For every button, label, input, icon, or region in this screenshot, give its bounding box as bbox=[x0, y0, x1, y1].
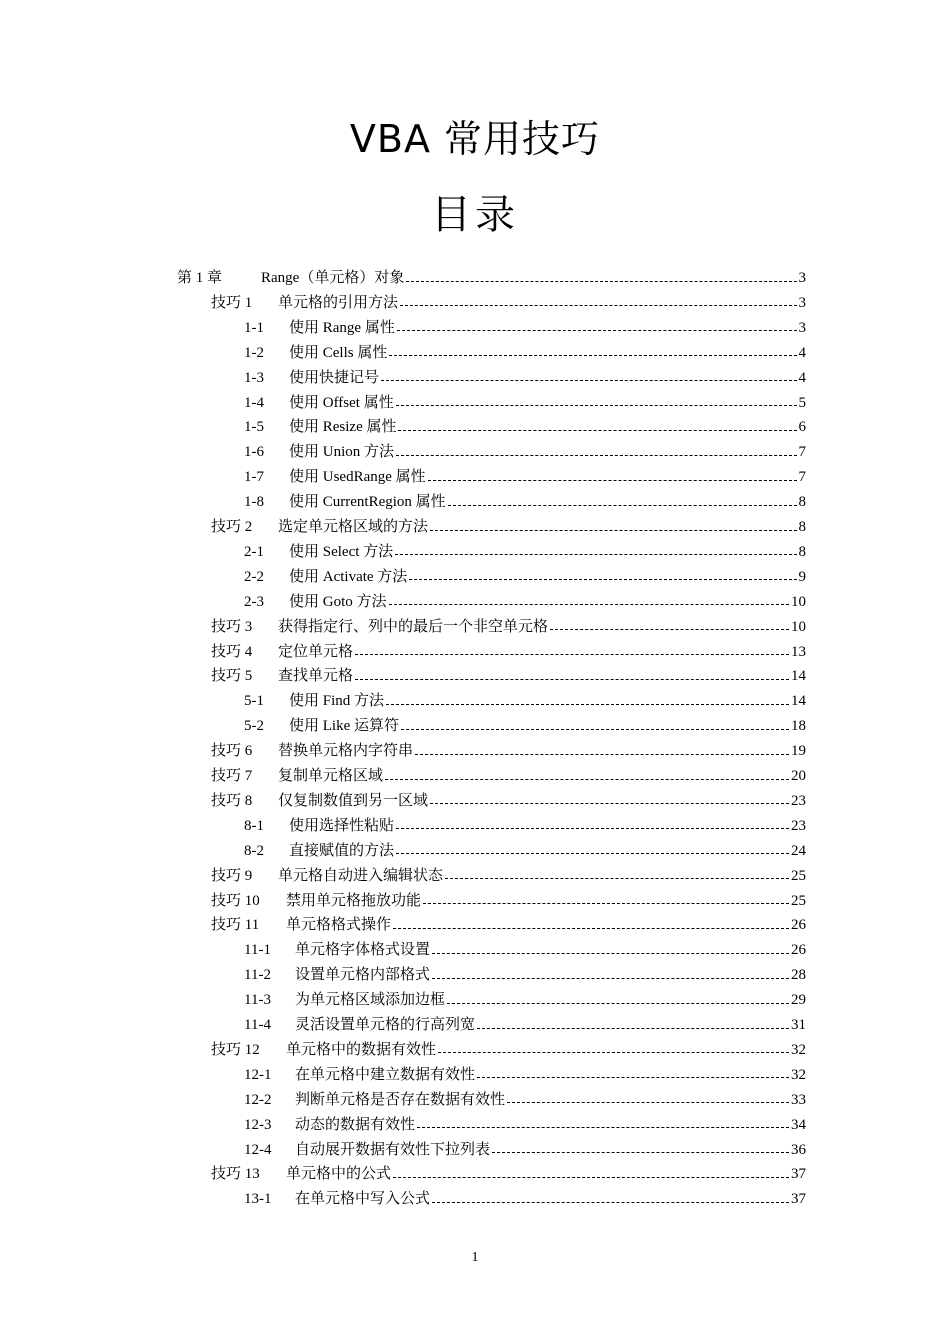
toc-dot-leader bbox=[507, 1101, 789, 1103]
toc-dot-leader bbox=[401, 728, 789, 730]
toc-entry[interactable] bbox=[244, 1013, 806, 1038]
toc-entry-page: 34 bbox=[791, 1116, 806, 1133]
toc-entry-number: 第 1 章 bbox=[177, 270, 223, 286]
toc-entry-page: 37 bbox=[791, 1166, 806, 1183]
toc-entry[interactable] bbox=[244, 490, 806, 515]
toc-entry-number: 11-4 bbox=[244, 1017, 271, 1033]
toc-entry-number: 12-3 bbox=[244, 1116, 272, 1133]
toc-entry-page: 14 bbox=[791, 693, 806, 710]
toc-entry-title: 使用 CurrentRegion 属性 bbox=[289, 494, 446, 511]
toc-entry[interactable] bbox=[211, 864, 806, 889]
toc-entry[interactable] bbox=[177, 266, 806, 291]
toc-entry-title: Range（单元格）对象 bbox=[261, 270, 405, 286]
toc-entry-page: 5 bbox=[798, 394, 806, 411]
toc-entry-page: 7 bbox=[798, 469, 806, 486]
toc-entry-page: 26 bbox=[791, 917, 806, 934]
toc-entry-title: 定位单元格 bbox=[278, 643, 354, 660]
toc-entry[interactable] bbox=[211, 664, 806, 689]
toc-entry-title: 使用 Resize 属性 bbox=[289, 419, 397, 436]
toc-entry-number: 12-2 bbox=[244, 1091, 272, 1108]
toc-entry-title: 单元格中的数据有效性 bbox=[286, 1041, 437, 1058]
toc-entry-page: 20 bbox=[791, 768, 806, 784]
toc-entry-page: 24 bbox=[791, 842, 806, 859]
toc-entry-page: 28 bbox=[791, 967, 806, 984]
toc-dot-leader bbox=[396, 852, 789, 854]
toc-entry-number: 1-8 bbox=[244, 494, 264, 511]
toc-entry-page: 3 bbox=[798, 294, 806, 311]
toc-entry[interactable] bbox=[211, 739, 806, 764]
toc-entry-number: 11-1 bbox=[244, 942, 271, 959]
toc-entry-page: 14 bbox=[791, 668, 806, 685]
toc-dot-leader bbox=[430, 802, 789, 804]
toc-entry-title: 设置单元格内部格式 bbox=[295, 967, 431, 984]
toc-entry[interactable] bbox=[244, 440, 806, 465]
toc-entry[interactable] bbox=[244, 341, 806, 366]
toc-entry-page: 23 bbox=[791, 817, 806, 834]
toc-entry-number: 2-1 bbox=[244, 543, 264, 560]
toc-dot-leader bbox=[355, 678, 789, 680]
toc-entry[interactable] bbox=[244, 1088, 806, 1113]
toc-entry[interactable] bbox=[211, 640, 806, 665]
toc-dot-leader bbox=[477, 1076, 789, 1078]
toc-entry-number: 12-1 bbox=[244, 1066, 272, 1083]
toc-entry[interactable] bbox=[211, 764, 806, 789]
toc-entry-page: 4 bbox=[798, 369, 806, 386]
toc-entry-title: 使用 Find 方法 bbox=[289, 693, 385, 710]
toc-entry[interactable] bbox=[244, 316, 806, 341]
toc-entry[interactable] bbox=[211, 291, 806, 316]
toc-entry-title: 自动展开数据有效性下拉列表 bbox=[295, 1141, 491, 1158]
toc-entry-page: 23 bbox=[791, 792, 806, 809]
toc-dot-leader bbox=[477, 1027, 789, 1029]
toc-entry-number: 技巧 13 bbox=[211, 1166, 260, 1183]
toc-entry[interactable] bbox=[244, 814, 806, 839]
toc-entry[interactable] bbox=[244, 1138, 806, 1163]
toc-entry-number: 技巧 2 bbox=[211, 519, 253, 535]
toc-entry-number: 8-2 bbox=[244, 842, 264, 859]
page-number: 1 bbox=[471, 1250, 479, 1265]
toc-entry[interactable] bbox=[244, 938, 806, 963]
toc-dot-leader bbox=[448, 504, 797, 506]
toc-entry[interactable] bbox=[244, 714, 806, 739]
toc-entry-number: 12-4 bbox=[244, 1141, 272, 1158]
toc-dot-leader bbox=[381, 379, 796, 381]
toc-dot-leader bbox=[428, 479, 797, 481]
toc-entry-title: 使用快捷记号 bbox=[289, 369, 380, 386]
toc-entry-title: 使用 UsedRange 属性 bbox=[289, 469, 426, 486]
toc-entry[interactable] bbox=[244, 1187, 806, 1212]
toc-dot-leader bbox=[398, 429, 796, 431]
toc-entry[interactable] bbox=[244, 415, 806, 440]
toc-entry[interactable] bbox=[211, 515, 806, 540]
toc-entry-page: 25 bbox=[791, 892, 806, 909]
toc-entry[interactable] bbox=[211, 789, 806, 814]
toc-dot-leader bbox=[432, 977, 789, 979]
toc-entry-number: 技巧 8 bbox=[211, 792, 253, 809]
toc-entry-page: 8 bbox=[798, 494, 806, 511]
toc-entry[interactable] bbox=[244, 963, 806, 988]
toc-entry-title: 使用 Goto 方法 bbox=[289, 593, 387, 610]
toc-entry-number: 11-3 bbox=[244, 992, 271, 1009]
toc-entry-title: 灵活设置单元格的行高列宽 bbox=[295, 1017, 476, 1033]
toc-dot-leader bbox=[423, 902, 789, 904]
toc-entry-page: 4 bbox=[798, 344, 806, 361]
toc-entry-title: 查找单元格 bbox=[278, 668, 354, 685]
toc-entry-page: 25 bbox=[791, 867, 806, 884]
toc-entry-number: 技巧 9 bbox=[211, 867, 253, 884]
toc-entry-title: 动态的数据有效性 bbox=[295, 1116, 416, 1133]
toc-entry-page: 3 bbox=[798, 270, 806, 286]
toc-entry-number: 技巧 7 bbox=[211, 768, 253, 784]
toc-dot-leader bbox=[550, 628, 789, 630]
toc-entry-number: 1-2 bbox=[244, 344, 264, 361]
toc-entry-number: 13-1 bbox=[244, 1191, 272, 1208]
toc-dot-leader bbox=[447, 1002, 789, 1004]
toc-entry-number: 技巧 12 bbox=[211, 1041, 260, 1058]
toc-entry-title: 使用选择性粘贴 bbox=[289, 817, 395, 834]
toc-entry[interactable] bbox=[211, 1038, 806, 1063]
toc-entry-title: 使用 Like 运算符 bbox=[289, 718, 399, 735]
toc-entry-page: 10 bbox=[791, 593, 806, 610]
toc-entry-number: 技巧 5 bbox=[211, 668, 253, 685]
toc-entry-title: 为单元格区域添加边框 bbox=[295, 992, 446, 1009]
toc-entry-page: 13 bbox=[791, 643, 806, 660]
toc-entry-title: 在单元格中建立数据有效性 bbox=[295, 1066, 476, 1083]
toc-entry-page: 19 bbox=[791, 743, 806, 760]
toc-entry-number: 技巧 10 bbox=[211, 892, 260, 909]
toc-dot-leader bbox=[417, 1126, 789, 1128]
toc-entry-number: 技巧 11 bbox=[211, 917, 260, 934]
toc-dot-leader bbox=[406, 280, 796, 282]
toc-entry-number: 1-6 bbox=[244, 444, 264, 461]
toc-entry-page: 26 bbox=[791, 942, 806, 959]
toc-dot-leader bbox=[397, 329, 797, 331]
toc-entry-title: 仅复制数值到另一区域 bbox=[278, 792, 429, 809]
toc-entry[interactable] bbox=[244, 540, 806, 565]
toc-entry[interactable] bbox=[244, 1113, 806, 1138]
toc-entry-page: 31 bbox=[791, 1017, 806, 1033]
toc-dot-leader bbox=[438, 1051, 789, 1053]
toc-entry-number: 8-1 bbox=[244, 817, 264, 834]
toc-entry-number: 5-2 bbox=[244, 718, 264, 735]
toc-entry[interactable] bbox=[211, 913, 806, 938]
toc-entry-title: 使用 Select 方法 bbox=[289, 543, 394, 560]
toc-dot-leader bbox=[385, 778, 789, 780]
toc-entry[interactable] bbox=[244, 988, 806, 1013]
toc-entry-title: 获得指定行、列中的最后一个非空单元格 bbox=[278, 618, 549, 635]
toc-dot-leader bbox=[389, 603, 789, 605]
toc-dot-leader bbox=[400, 304, 796, 306]
toc-entry-number: 11-2 bbox=[244, 967, 271, 984]
toc-entry-number: 技巧 1 bbox=[211, 294, 253, 311]
toc-entry[interactable] bbox=[244, 1063, 806, 1088]
toc-dot-leader bbox=[432, 1201, 789, 1203]
toc-entry-page: 18 bbox=[791, 718, 806, 735]
toc-entry-title: 使用 Cells 属性 bbox=[289, 344, 388, 361]
toc-entry-page: 32 bbox=[791, 1041, 806, 1058]
toc-entry-number: 技巧 4 bbox=[211, 643, 253, 660]
toc-entry-title: 复制单元格区域 bbox=[278, 768, 384, 784]
toc-entry-page: 33 bbox=[791, 1091, 806, 1108]
toc-entry[interactable] bbox=[244, 565, 806, 590]
toc-dot-leader bbox=[396, 404, 797, 406]
toc-entry-title: 判断单元格是否存在数据有效性 bbox=[295, 1091, 506, 1108]
toc-dot-leader bbox=[396, 827, 789, 829]
toc-entry[interactable] bbox=[211, 1162, 806, 1187]
toc-entry[interactable] bbox=[244, 465, 806, 490]
toc-entry-title: 替换单元格内字符串 bbox=[278, 743, 414, 760]
toc-dot-leader bbox=[415, 753, 789, 755]
toc-dot-leader bbox=[409, 578, 796, 580]
toc-entry-page: 36 bbox=[791, 1141, 806, 1158]
toc-entry-number: 1-4 bbox=[244, 394, 264, 411]
document-title: VBA 常用技巧 bbox=[349, 117, 601, 161]
toc-dot-leader bbox=[395, 553, 796, 555]
toc-dot-leader bbox=[430, 529, 796, 531]
toc-dot-leader bbox=[393, 1176, 789, 1178]
toc-entry-page: 6 bbox=[798, 419, 806, 436]
toc-entry-page: 32 bbox=[791, 1066, 806, 1083]
toc-entry-title: 使用 Union 方法 bbox=[289, 444, 395, 461]
toc-heading: 目录 bbox=[431, 192, 519, 238]
toc-entry-title: 直接赋值的方法 bbox=[289, 842, 395, 859]
toc-entry-title: 单元格格式操作 bbox=[286, 917, 392, 934]
toc-entry[interactable] bbox=[211, 615, 806, 640]
toc-entry[interactable] bbox=[244, 590, 806, 615]
toc-dot-leader bbox=[492, 1151, 789, 1153]
toc-entry-number: 技巧 6 bbox=[211, 743, 253, 760]
toc-entry-page: 37 bbox=[791, 1191, 806, 1208]
toc-entry-title: 单元格的引用方法 bbox=[278, 294, 399, 311]
toc-entry-title: 禁用单元格拖放功能 bbox=[286, 892, 422, 909]
toc-entry-page: 7 bbox=[798, 444, 806, 461]
toc-entry-page: 3 bbox=[798, 319, 806, 336]
toc-entry-page: 10 bbox=[791, 618, 806, 635]
toc-entry-page: 8 bbox=[798, 519, 806, 535]
toc-entry-title: 单元格中的公式 bbox=[286, 1166, 392, 1183]
toc-entry-number: 1-1 bbox=[244, 319, 264, 336]
toc-entry-number: 2-3 bbox=[244, 593, 264, 610]
toc-entry[interactable] bbox=[244, 839, 806, 864]
toc-entry-title: 单元格字体格式设置 bbox=[295, 942, 431, 959]
toc-dot-leader bbox=[445, 877, 789, 879]
toc-entry-number: 2-2 bbox=[244, 568, 264, 585]
toc-entry-title: 选定单元格区域的方法 bbox=[278, 519, 429, 535]
toc-entry[interactable] bbox=[211, 889, 806, 914]
toc-entry-title: 单元格自动进入编辑状态 bbox=[278, 867, 444, 884]
toc-entry-title: 使用 Offset 属性 bbox=[289, 394, 394, 411]
toc-entry-title: 使用 Activate 方法 bbox=[289, 568, 408, 585]
toc-entry[interactable] bbox=[244, 366, 806, 391]
toc-entry-page: 9 bbox=[798, 568, 806, 585]
toc-entry-number: 1-7 bbox=[244, 469, 264, 486]
toc-entry[interactable] bbox=[244, 689, 806, 714]
toc-dot-leader bbox=[393, 927, 789, 929]
toc-entry[interactable] bbox=[244, 391, 806, 416]
toc-entry-title: 使用 Range 属性 bbox=[289, 319, 395, 336]
toc-entry-number: 1-3 bbox=[244, 369, 264, 386]
toc-entry-number: 技巧 3 bbox=[211, 618, 253, 635]
toc-entry-title: 在单元格中写入公式 bbox=[295, 1191, 431, 1208]
toc-entry-number: 5-1 bbox=[244, 693, 264, 710]
toc-entry-page: 8 bbox=[798, 543, 806, 560]
toc-dot-leader bbox=[355, 653, 789, 655]
toc-entry-number: 1-5 bbox=[244, 419, 264, 436]
toc-dot-leader bbox=[386, 703, 789, 705]
toc-dot-leader bbox=[389, 354, 796, 356]
toc-dot-leader bbox=[396, 454, 796, 456]
toc-dot-leader bbox=[432, 952, 789, 954]
toc-entry-page: 29 bbox=[791, 992, 806, 1009]
